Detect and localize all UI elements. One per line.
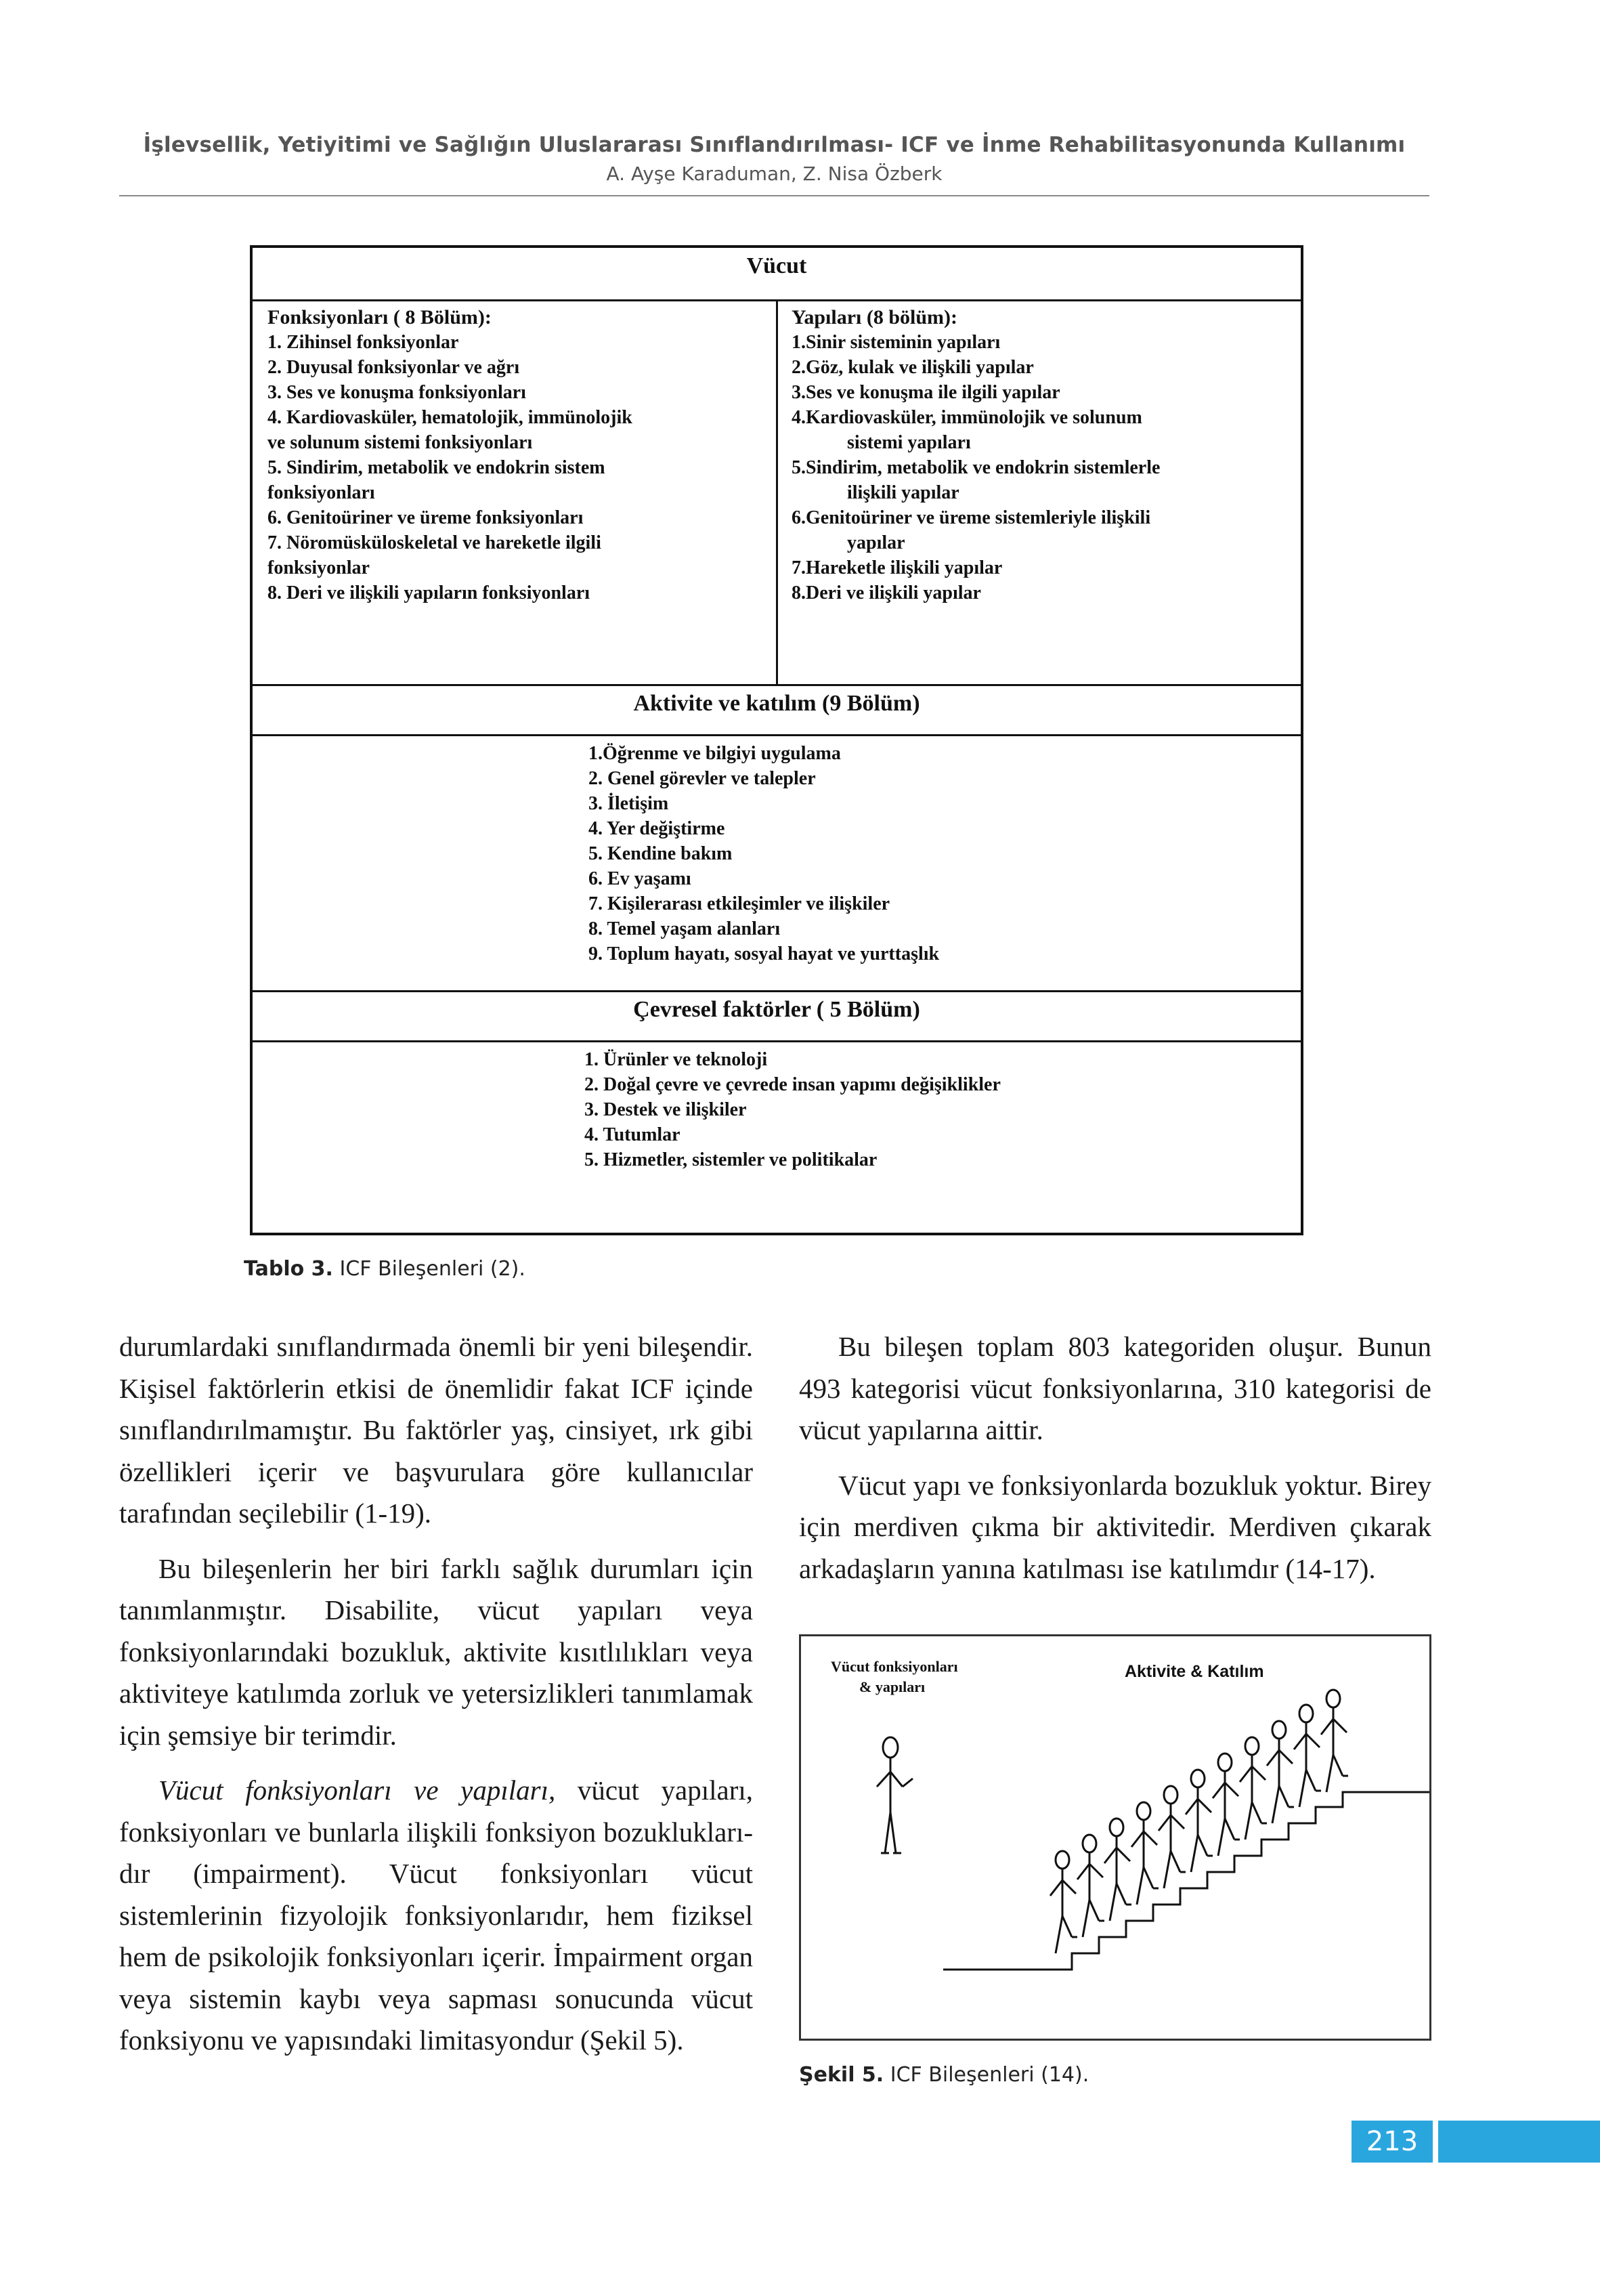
stick-figure-head bbox=[1218, 1753, 1232, 1771]
fonksiyonlar-heading: Fonksiyonları ( 8 Bölüm): bbox=[267, 306, 492, 328]
list-item: 5. Hizmetler, sistemler ve politikalar bbox=[584, 1149, 878, 1170]
list-item: 1.Sinir sisteminin yapıları bbox=[792, 332, 1001, 353]
list-item: 3. Destek ve ilişkiler bbox=[584, 1099, 747, 1120]
list-item: 7. Nöromüsküloskeletal ve hareketle ilgili bbox=[267, 532, 601, 553]
header-title: İşlevsellik, Yetiyitimi ve Sağlığın Uluslararası Sınıflandırılması- ICF ve İnme Rehabilitasyonunda Kullanımı bbox=[143, 133, 1406, 157]
stick-figure-stroke bbox=[1171, 1815, 1184, 1829]
list-item: 4.Kardiovasküler, immünolojik ve solunum bbox=[792, 407, 1142, 428]
list-item: 3.Ses ve konuşma ile ilgili yapılar bbox=[792, 382, 1060, 403]
table-divider bbox=[253, 990, 1301, 992]
right-column bbox=[799, 1326, 1431, 1590]
stick-figure-head bbox=[1272, 1721, 1286, 1739]
stick-figure-stroke bbox=[1333, 1719, 1347, 1732]
stick-figure-stroke bbox=[1050, 1880, 1062, 1896]
stick-figure-stroke bbox=[1225, 1783, 1238, 1796]
list-item: fonksiyonları bbox=[267, 482, 375, 503]
stick-figure-head bbox=[1056, 1851, 1069, 1869]
stick-figure-head bbox=[1326, 1690, 1340, 1707]
stick-figure-stroke bbox=[1267, 1750, 1279, 1766]
stick-figure-stroke bbox=[1218, 1819, 1225, 1856]
stick-figure-head bbox=[1245, 1737, 1259, 1755]
stick-figures-stairs-illustration bbox=[801, 1636, 1429, 2039]
figure-label-activity: Aktivite & Katılım bbox=[1125, 1662, 1264, 1681]
table-caption-text: ICF Bileşenleri (2). bbox=[332, 1257, 525, 1281]
yapilar-list bbox=[792, 305, 1160, 605]
stick-figure-stroke bbox=[1171, 1851, 1180, 1872]
list-item: fonksiyonlar bbox=[267, 557, 370, 578]
stick-figure-stroke bbox=[1144, 1867, 1153, 1888]
stick-figure-stroke bbox=[1159, 1815, 1171, 1831]
stick-figure-stroke bbox=[1306, 1734, 1320, 1747]
table-divider bbox=[253, 734, 1301, 736]
stick-figure-head bbox=[1110, 1819, 1123, 1836]
list-item: 7.Hareketle ilişkili yapılar bbox=[792, 557, 1003, 578]
figure-label-line: Vücut fonksiyonları bbox=[831, 1658, 958, 1675]
figure-caption bbox=[799, 2063, 1089, 2087]
list-item: 3. Ses ve konuşma fonksiyonları bbox=[267, 382, 526, 403]
list-item: 6. Ev yaşamı bbox=[588, 868, 691, 889]
list-item: 1.Öğrenme ve bilgiyi uygulama bbox=[588, 743, 841, 764]
stick-figure-stroke bbox=[1062, 1916, 1072, 1937]
stick-figure-head bbox=[1299, 1705, 1313, 1722]
table-vucut-title: Vücut bbox=[746, 253, 807, 278]
stick-figure-stroke bbox=[1077, 1864, 1089, 1879]
list-item: 4. Yer değiştirme bbox=[588, 818, 725, 839]
table-caption-label: Tablo 3. bbox=[244, 1257, 333, 1281]
stick-figure-stroke bbox=[1062, 1880, 1076, 1894]
list-item: 4. Kardiovasküler, hematolojik, immünolojik bbox=[267, 407, 632, 428]
figure-caption-label: Şekil 5. bbox=[799, 2063, 884, 2087]
stick-figure-head bbox=[1137, 1802, 1150, 1820]
yapilar-heading: Yapıları (8 bölüm): bbox=[792, 306, 958, 328]
list-item: 1. Zihinsel fonksiyonlar bbox=[267, 332, 459, 353]
paragraph bbox=[119, 1770, 753, 2062]
stick-figure-stroke bbox=[1213, 1783, 1225, 1798]
paragraph: Vücut yapı ve fonksiyonlarda bozukluk yoktur. Birey için merdiven çıkma bir aktivitedir. Merdiven çıkarak arkadaşların yanına katılması ise katılımdır (14-17). bbox=[799, 1469, 1431, 1584]
list-item: 7. Kişilerarası etkileşimler ve ilişkiler bbox=[588, 893, 890, 914]
stick-figure-head bbox=[1164, 1786, 1177, 1804]
list-item: 2. Doğal çevre ve çevrede insan yapımı değişiklikler bbox=[584, 1074, 1001, 1095]
stick-figure-stroke bbox=[1252, 1802, 1261, 1823]
stick-figure-stroke bbox=[1252, 1766, 1266, 1780]
list-item: 3. İletişim bbox=[588, 793, 669, 814]
stick-figure-stroke bbox=[1164, 1851, 1171, 1888]
stick-figure-stroke bbox=[1186, 1799, 1198, 1814]
list-item: 2. Duyusal fonksiyonlar ve ağrı bbox=[267, 357, 520, 378]
aktivite-list bbox=[588, 741, 939, 966]
list-item: 6. Genitoüriner ve üreme fonksiyonları bbox=[267, 507, 584, 528]
stick-figure-stroke bbox=[1240, 1766, 1252, 1782]
stick-figure-stroke bbox=[1137, 1867, 1144, 1905]
list-item: 9. Toplum hayatı, sosyal hayat ve yurttaşlık bbox=[588, 943, 940, 964]
stick-figure-stroke bbox=[1321, 1719, 1333, 1735]
cevresel-list bbox=[584, 1047, 1001, 1172]
figure-5 bbox=[799, 1634, 1431, 2041]
stick-figure-stroke bbox=[1299, 1770, 1306, 1807]
stick-figure-stroke bbox=[1326, 1755, 1333, 1792]
list-item: 8.Deri ve ilişkili yapılar bbox=[792, 582, 981, 603]
fonksiyonlar-list bbox=[267, 305, 632, 605]
figure-label-line: & yapıları bbox=[859, 1678, 926, 1695]
italic-term: Vücut fonksiyonları ve yapıları, bbox=[158, 1774, 556, 1806]
stick-figure-stroke bbox=[1056, 1916, 1062, 1953]
stick-figure-stroke bbox=[1198, 1835, 1207, 1856]
list-item: 8. Deri ve ilişkili yapıların fonksiyonları bbox=[267, 582, 590, 603]
list-item: 6.Genitoüriner ve üreme sistemleriyle ilişkili bbox=[792, 507, 1151, 528]
stick-figure-stroke bbox=[1131, 1831, 1144, 1847]
page-number: 213 bbox=[1366, 2126, 1419, 2157]
stick-figure-stroke bbox=[1089, 1864, 1103, 1877]
header-divider bbox=[119, 195, 1429, 196]
stick-figure-stroke bbox=[1083, 1900, 1089, 1937]
table-column-divider bbox=[776, 299, 778, 684]
table-cevresel-title: Çevresel faktörler ( 5 Bölüm) bbox=[633, 997, 920, 1022]
list-item: ve solunum sistemi fonksiyonları bbox=[267, 432, 533, 453]
list-item: 5.Sindirim, metabolik ve endokrin sistemlerle bbox=[792, 457, 1161, 478]
list-item: ilişkili yapılar bbox=[847, 482, 959, 503]
paragraph: Bu bileşen toplam 803 kategoriden oluşur. Bunun 493 kategorisi vücut fonksiyonlarına, 310 kategorisi de vücut yapılarına aittir. bbox=[799, 1331, 1431, 1445]
stick-figure-stroke bbox=[1306, 1770, 1316, 1791]
paragraph: durumlardaki sınıflandırmada önemli bir yeni bileşendir. Kişisel faktörlerin etkisi de önemlidir fakat ICF içinde sınıflandırılmamıştır. Bu faktörler yaş, cinsiyet, ırk gibi özellikleri içerir ve başvurulara göre kullanıcılar tarafından seçilebilir (1-19). bbox=[119, 1331, 753, 1529]
list-item: 2. Genel görevler ve talepler bbox=[588, 768, 816, 789]
stick-figure-stroke bbox=[1089, 1900, 1099, 1921]
stick-figure-head bbox=[1083, 1835, 1096, 1852]
stick-figure-stroke bbox=[1117, 1884, 1126, 1905]
table-aktivite-title: Aktivite ve katılım (9 Bölüm) bbox=[633, 691, 920, 716]
icf-components-table bbox=[250, 245, 1303, 1235]
left-column bbox=[119, 1326, 753, 2062]
stick-figure-head bbox=[1191, 1770, 1205, 1787]
stick-figure-stroke bbox=[1333, 1755, 1343, 1776]
table-divider bbox=[253, 684, 1301, 686]
list-item: 1. Ürünler ve teknoloji bbox=[584, 1049, 768, 1070]
list-item: 2.Göz, kulak ve ilişkili yapılar bbox=[792, 357, 1034, 378]
list-item: 8. Temel yaşam alanları bbox=[588, 918, 781, 939]
stick-figure-stroke bbox=[1272, 1786, 1279, 1823]
stick-figure-stroke bbox=[1110, 1884, 1117, 1921]
table-divider bbox=[253, 1040, 1301, 1042]
list-item: 5. Sindirim, metabolik ve endokrin sistem bbox=[267, 457, 605, 478]
stick-figure-stroke bbox=[1279, 1786, 1289, 1807]
page-number-bar-extension bbox=[1438, 2121, 1600, 2163]
figure-caption-text: ICF Bileşenleri (14). bbox=[884, 2063, 1089, 2087]
table-caption bbox=[244, 1257, 525, 1281]
list-item: 4. Tutumlar bbox=[584, 1124, 680, 1145]
stick-figure-stroke bbox=[1191, 1835, 1198, 1872]
running-header bbox=[119, 133, 1429, 185]
stick-figure-stroke bbox=[1225, 1819, 1234, 1840]
paragraph-text: vücut yapıları, fonksiyonları ve bunlarla ilişkili fonksiyon bozukluklarıdır (impairment). Vücut fonksiyonları vücut sistemlerinin fizyolojik fonksiyonlarıdır, hem fiziksel hem de psikolojik fonksiyonları içerir. İmpairment organ veya sistemin kaybı veya sapması sonucunda vücut fonksiyonu ve yapısındaki limitasyondur (Şekil 5). bbox=[119, 1774, 753, 2056]
stick-figure-stroke bbox=[1294, 1734, 1306, 1749]
stick-figure-stroke bbox=[1104, 1848, 1117, 1863]
header-authors: A. Ayşe Karaduman, Z. Nisa Özberk bbox=[606, 163, 943, 185]
list-item: yapılar bbox=[847, 532, 905, 553]
stick-figure-stroke bbox=[1144, 1831, 1157, 1845]
list-item: 5. Kendine bakım bbox=[588, 843, 733, 864]
stick-figure-stroke bbox=[1279, 1750, 1293, 1764]
stick-figure-stroke bbox=[1245, 1802, 1252, 1840]
list-item: sistemi yapıları bbox=[847, 432, 971, 453]
stick-figure-stroke bbox=[1198, 1799, 1211, 1812]
stick-figure-stroke bbox=[1117, 1848, 1130, 1861]
paragraph: Bu bileşenlerin her biri farklı sağlık durumları için tanımlanmıştır. Disabilite, vücut yapıları veya fonksiyonlarındaki bozukluk, aktivite kısıtlılıkları veya aktiviteye katılımda zorluk ve yetersizlikleri tanımlamak için şemsiye bir terimdir. bbox=[119, 1552, 753, 1751]
